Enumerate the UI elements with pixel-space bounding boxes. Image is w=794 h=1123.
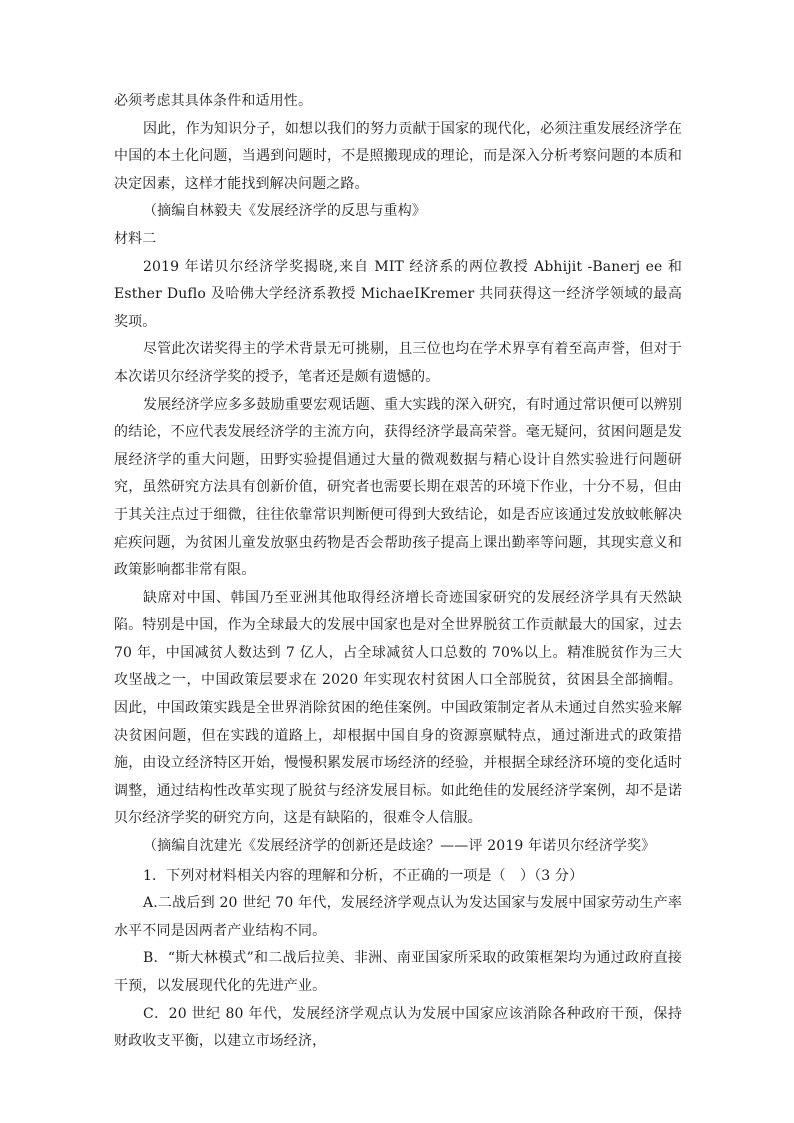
section-heading-material-2: 材料二	[114, 230, 157, 247]
paragraph-author-regret: 尽管此次诺奖得主的学术背景无可挑剔，且三位也均在学术界享有着至高声誉，但对于本次诺贝尔经济学奖的授予，笔者还是颇有遗憾的。	[114, 341, 682, 385]
document-body	[114, 88, 682, 1056]
source-citation-1: （摘编自林毅夫《发展经济学的反思与重构》	[143, 203, 426, 220]
question-1-option-b: B．“斯大林模式”和二战后拉美、非洲、南亚国家所采取的政策框架均为通过政府直接干预，以发展现代化的先进产业。	[114, 950, 682, 994]
paragraph-china-case: 缺席对中国、韩国乃至亚洲其他取得经济增长奇迹国家研究的发展经济学具有天然缺陷。特别是中国，作为全球最大的发展中国家也是对全世界脱贫工作贡献最大的国家，过去 70 年，中国减贫人数达到 7 亿人，占全球减贫人口总数的 70%以上。精准脱贫作为三大攻坚战之一，中国政策层要求在 2020 年实现农村贫困人口全部脱贫，贫困县全部摘帽。因此，中国政策实践是全世界消除贫困的绝佳案例。中国政策制定者从未通过自然实验来解决贫困问题，但在实践的道路上，却根据中国自身的资源禀赋特点，通过渐进式的政策措施，由设立经济特区开始，慢慢积累发展市场经济的经验，并根据全球经济环境的变化适时调整，通过结构性改革实现了脱贫与经济发展目标。如此绝佳的发展经济学案例，却不是诺贝尔经济学奖的研究方向，这是有缺陷的，很难令人信服。	[114, 589, 682, 827]
question-1-stem: 1．下列对材料相关内容的理解和分析，不正确的一项是（ ）（3 分）	[143, 867, 584, 884]
question-1-option-c: C．20 世纪 80 年代，发展经济学观点认为发展中国家应该消除各种政府干预，保持财政收支平衡，以建立市场经济，	[114, 1005, 682, 1050]
paragraph-development-economics: 发展经济学应多多鼓励重要宏观话题、重大实践的深入研究，有时通过常识便可以辨别的结论，不应代表发展经济学的主流方向，获得经济学最高荣誉。毫无疑问，贫困问题是发展经济学的重大问题，田野实验提倡通过大量的微观数据与精心设计自然实验进行问题研究，虽然研究方法具有创新价值，研究者也需要长期在艰苦的环境下作业，十分不易，但由于其关注点过于细微，往往依靠常识判断便可得到大致结论，如是否应该通过发放蚊帐解决疟疾问题，为贫困儿童发放驱虫药物是否会帮助孩子提高上课出勤率等问题，其现实意义和政策影响都非常有限。	[114, 396, 682, 579]
paragraph-continuation: 必须考虑其具体条件和适用性。	[114, 93, 313, 109]
source-citation-2: （摘编自沈建光《发展经济学的创新还是歧途？——评 2019 年诺贝尔经济学奖》	[143, 838, 656, 855]
paragraph-nobel-announcement: 2019 年诺贝尔经济学奖揭晓,来自 MIT 经济系的两位教授 Abhijit -Banerj ee 和 Esther Duflo 及哈佛大学经济系教授 MichaeIKremer 共同获得这一经济学领域的最高奖项。	[114, 258, 682, 330]
paragraph-conclusion: 因此，作为知识分子，如想以我们的努力贡献于国家的现代化，必须注重发展经济学在中国的本土化问题，当遇到问题时，不是照搬现成的理论，而是深入分析考察问题的本质和决定因素，这样才能找到解决问题之路。	[114, 120, 682, 192]
question-1-option-a: A.二战后到 20 世纪 70 年代，发展经济学观点认为发达国家与发展中国家劳动生产率水平不同是因两者产业结构不同。	[114, 895, 682, 939]
